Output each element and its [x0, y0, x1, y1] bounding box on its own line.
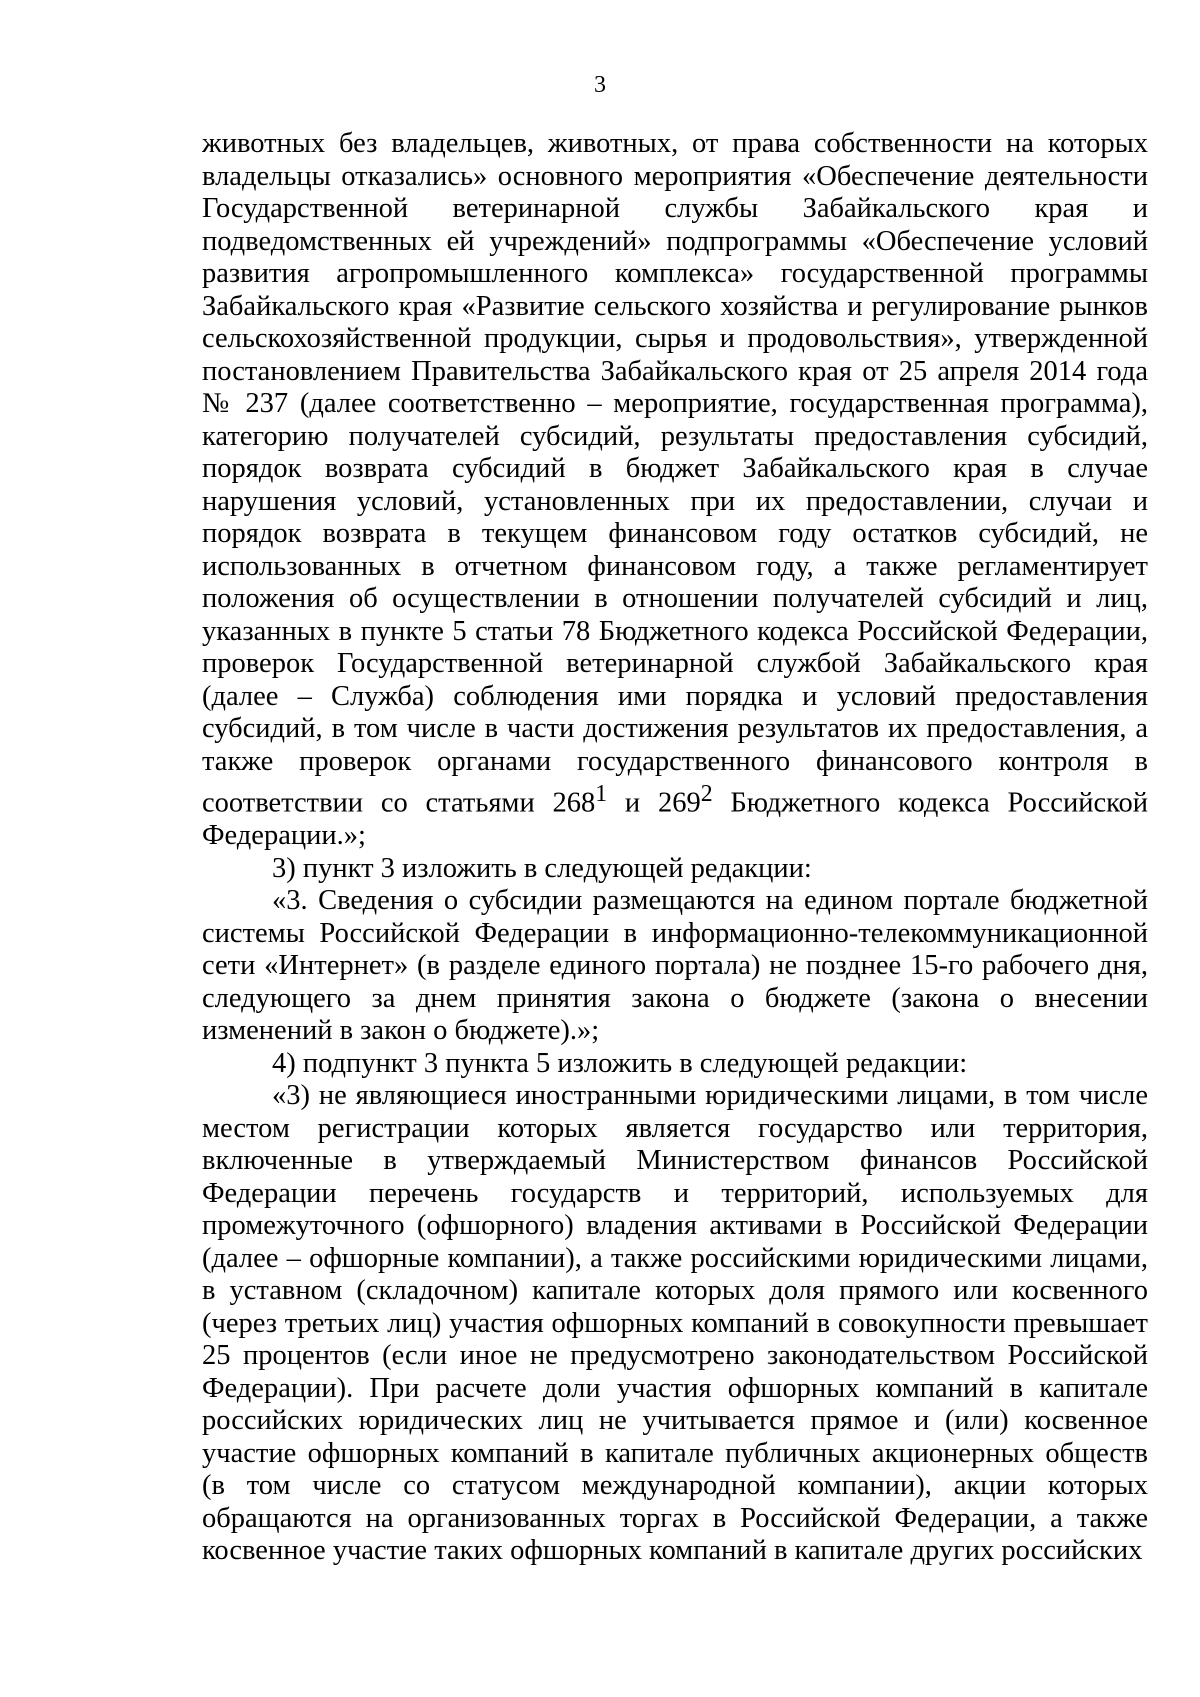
page-number: 3 [594, 72, 606, 98]
paragraph-continuation-text-2: и 269 [607, 787, 701, 819]
superscript-1: 1 [595, 781, 608, 807]
superscript-2: 2 [700, 781, 713, 807]
document-body [202, 128, 1148, 1568]
item-4-intro: 4) подпункт 3 пункта 5 изложить в следующей редакции: [272, 1047, 968, 1079]
paragraph-continuation-text-3: Бюджетного кодекса Российской Федерации.»; [202, 787, 1148, 851]
item-3-intro: 3) пункт 3 изложить в следующей редакции: [272, 852, 812, 884]
item-4-text: «3) не являющиеся иностранными юридическими лицами, в том числе местом регистрации которых является государство или территория, включенные в утверждаемый Министерством финансов Российской Федерации перечень государств и территорий, используемых для промежуточного (офшорного) владения активами в Российской Федерации (далее – офшорные компании), а также российскими юридическими лицами, в уставном (складочном) капитале которых доля прямого или косвенного (через третьих лиц) участия офшорных компаний в совокупности превышает 25 процентов (если иное не предусмотрено законодательством Российской Федерации). При расчете доли участия офшорных компаний в капитале российских юридических лиц не учитывается прямое и (или) косвенное участие офшорных компаний в капитале публичных акционерных обществ (в том числе со статусом международной компании), акции которых обращаются на организованных торгах в Российской Федерации, а также косвенное участие таких офшорных компаний в капитале других российских [202, 1080, 1148, 1566]
paragraph-continuation [202, 128, 1148, 853]
paragraph-continuation-text: животных без владельцев, животных, от права собственности на которых владельцы отказались» основного мероприятия «Обеспечение деятельности Государственной ветеринарной службы Забайкальского края и подведомственных ей учреждений» подпрограммы «Обеспечение условий развития агропромышленного комплекса» государственной программы Забайкальского края «Развитие сельского хозяйства и регулирование рынков сельскохозяйственной продукции, сырья и продовольствия», утвержденной постановлением Правительства Забайкальского края от 25 апреля 2014 года № 237 (далее соответственно – мероприятие, государственная программа), категорию получателей субсидий, результаты предоставления субсидий, порядок возврата субсидий в бюджет Забайкальского края в случае нарушения условий, установленных при их предоставлении, случаи и порядок возврата в текущем финансовом году остатков субсидий, не использованных в отчетном финансовом году, а также регламентирует положения об осуществлении в отношении получателей субсидий и лиц, указанных в пункте 5 статьи 78 Бюджетного кодекса Российской Федерации, проверок Государственной ветеринарной службой Забайкальского края (далее – Служба) соблюдения ими порядка и условий предоставления субсидий, в том числе в части достижения результатов их предоставления, а также проверок органами государственного финансового контроля в соответствии со статьями 268 [202, 128, 1148, 819]
item-3-text: «3. Сведения о субсидии размещаются на едином портале бюджетной системы Российской Федерации в информационно-телекоммуникационной сети «Интернет» (в разделе единого портала) не позднее 15-го рабочего дня, следующего за днем принятия закона о бюджете (закона о внесении изменений в закон о бюджете).»; [202, 885, 1148, 1046]
